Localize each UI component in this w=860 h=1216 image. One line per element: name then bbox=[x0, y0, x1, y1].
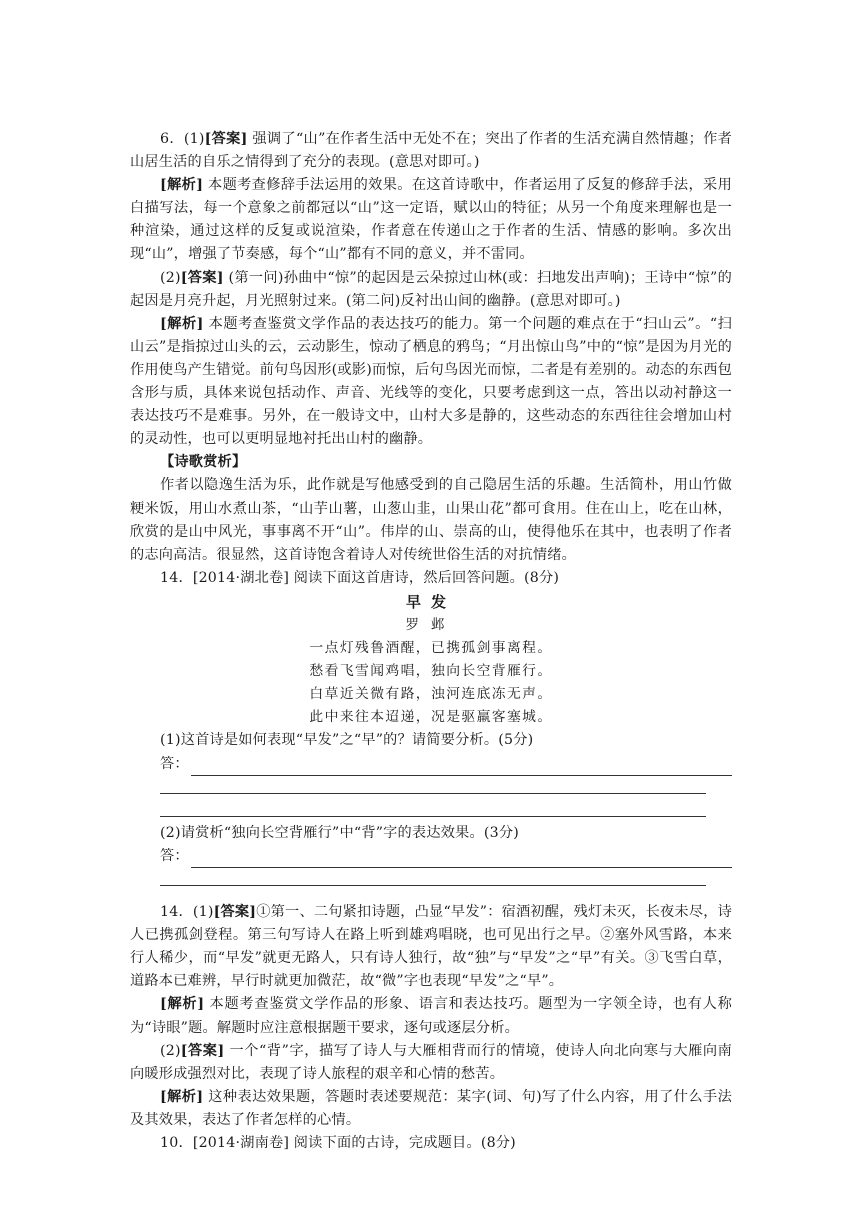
poem-line: 此中来往本迢递，况是驱羸客塞城。 bbox=[309, 709, 553, 726]
answer-blank[interactable] bbox=[160, 794, 706, 817]
question-number: 6．(1) bbox=[160, 131, 205, 147]
q14-answer-2 bbox=[130, 1040, 732, 1086]
q6-answer-2 bbox=[130, 267, 732, 313]
answer-tag: [答案] bbox=[204, 131, 248, 147]
poem-line: 白草近关微有路，浊河连底冻无声。 bbox=[309, 686, 553, 703]
answer-tag: [答案] bbox=[180, 1042, 225, 1059]
analysis-tag: [解析] bbox=[160, 1088, 204, 1105]
q6-answer-1 bbox=[130, 128, 732, 174]
poem-author: 罗邺 bbox=[405, 616, 457, 633]
q14-answer-1 bbox=[130, 901, 732, 993]
poem-line: 一点灯残鲁酒醒，已携孤剑事离程。 bbox=[309, 640, 553, 657]
analysis-text: 本题考查鉴赏文学作品的表达技巧的能力。第一个问题的难点在于“扫山云”。“扫山云”是指掠过山头的云，云动影生，惊动了栖息的鸦鸟；“月出惊山鸟”中的“惊”是因为月光的作用使鸟产生错觉。前句鸟因形(或影)而惊，后句鸟因光而惊，二者是有差别的。动态的东西包含形与质，具体来说包括动作、声音、光线等的变化，只要考虑到这一点，答出以动衬静这一表达技巧不是难事。另外，在一般诗文中，山村大多是静的，这些动态的东西往往会增加山村的灵动性，也可以更明显地衬托出山村的幽静。 bbox=[130, 315, 732, 448]
poem-title: 早发 bbox=[405, 592, 456, 611]
analysis-text: 这种表达效果题，答题时表述要规范：某字(词、句)写了什么内容，用了什么手法及其效果，表达了作者怎样的心情。 bbox=[130, 1088, 732, 1128]
spacer bbox=[130, 891, 732, 901]
answer-text: ①第一、二句紧扣诗题，凸显“早发”：宿酒初醒，残灯未灭，长夜未尽，诗人已携孤剑登程。第三句写诗人在路上听到雄鸡唱晓，也可见出行之早。②塞外风雪路，本来行人稀少，而“早发”就更无路人，只有诗人独行，故“独”与“早发”之“早”有关。③飞雪白草，道路本已难辨，早行时就更加微茫，故“微”字也表现“早发”之“早”。 bbox=[130, 904, 733, 990]
question-number: (2) bbox=[160, 1042, 181, 1059]
appreciation-heading: 【诗歌赏析】 bbox=[160, 454, 247, 471]
poem-line: 愁看飞雪闻鸡唱，独向长空背雁行。 bbox=[309, 663, 553, 680]
answer-blank[interactable] bbox=[160, 771, 706, 794]
analysis-tag: [解析] bbox=[160, 315, 204, 332]
analysis-text: 本题考查鉴赏文学作品的形象、语言和表达技巧。题型为一字领全诗，也有人称为“诗眼”题。解题时应注意根据题干要求，逐句或逐层分析。 bbox=[130, 996, 732, 1036]
q10-intro: 10．[2014·湖南卷] 阅读下面的古诗，完成题目。(8分) bbox=[160, 1135, 516, 1152]
analysis-text: 本题考查修辞手法运用的效果。在这首诗歌中，作者运用了反复的修辞手法，采用白描写法，每一个意象之前都冠以“山”这一定语，赋以山的特征；从另一个角度来理解也是一种渲染，通过这样的反复或说渲染，作者意在传递山之于作者的生活、情感的影响。多次出现“山”，增强了节奏感，每个“山”都有不同的意义，并不雷同。 bbox=[130, 177, 732, 263]
answer-text: 一个“背”字，描写了诗人与大雁相背而行的情境，使诗人向北向寒与大雁向南向暖形成强烈对比，表现了诗人旅程的艰辛和心情的愁苦。 bbox=[130, 1042, 732, 1082]
answer-blank[interactable] bbox=[160, 863, 706, 886]
answer-label: 答： bbox=[160, 755, 189, 772]
question-number: 14．(1) bbox=[160, 904, 214, 921]
answer-label: 答： bbox=[160, 847, 189, 864]
document-content bbox=[130, 128, 732, 1155]
analysis-tag: [解析] bbox=[160, 177, 204, 194]
q14-analysis-1 bbox=[130, 993, 732, 1039]
q14-intro: 14．[2014·湖北卷] 阅读下面这首唐诗，然后回答问题。(8分) bbox=[160, 569, 560, 586]
answer-text: 强调了“山”在作者生活中无处不在；突出了作者的生活充满自然情趣；作者山居生活的自乐之情得到了充分的表现。(意思对即可。) bbox=[130, 131, 732, 171]
q6-analysis-1 bbox=[130, 174, 732, 266]
question-number: (2) bbox=[160, 269, 181, 286]
answer-text: (第一问)孙曲中“惊”的起因是云朵掠过山林(或：扫地发出声响)；王诗中“惊”的起因是月亮升起，月光照射过来。(第二问)反衬出山间的幽静。(意思对即可。) bbox=[130, 269, 732, 309]
answer-tag: [答案] bbox=[180, 269, 224, 286]
appreciation-text: 作者以隐逸生活为乐，此作就是写他感受到的自己隐居生活的乐趣。生活简朴，用山竹做粳米饭，用山水煮山茶，“山芋山薯，山葱山韭，山果山花”都可食用。住在山上，吃在山林，欣赏的是山中风光，事事离不开“山”。伟岸的山、崇高的山，使得他乐在其中，也表明了作者的志向高洁。很显然，这首诗饱含着诗人对传统世俗生活的对抗情绪。 bbox=[130, 477, 732, 563]
analysis-tag: [解析] bbox=[160, 996, 205, 1013]
q14-sub-question-2: (2)请赏析“独向长空背雁行”中“背”字的表达效果。(3分) bbox=[160, 824, 519, 841]
q14-analysis-2 bbox=[130, 1086, 732, 1132]
answer-tag: [答案] bbox=[213, 904, 257, 921]
q14-sub-question-1: (1)这首诗是如何表现“早发”之“早”的？请简要分析。(5分) bbox=[160, 732, 534, 749]
q6-analysis-2 bbox=[130, 313, 732, 452]
